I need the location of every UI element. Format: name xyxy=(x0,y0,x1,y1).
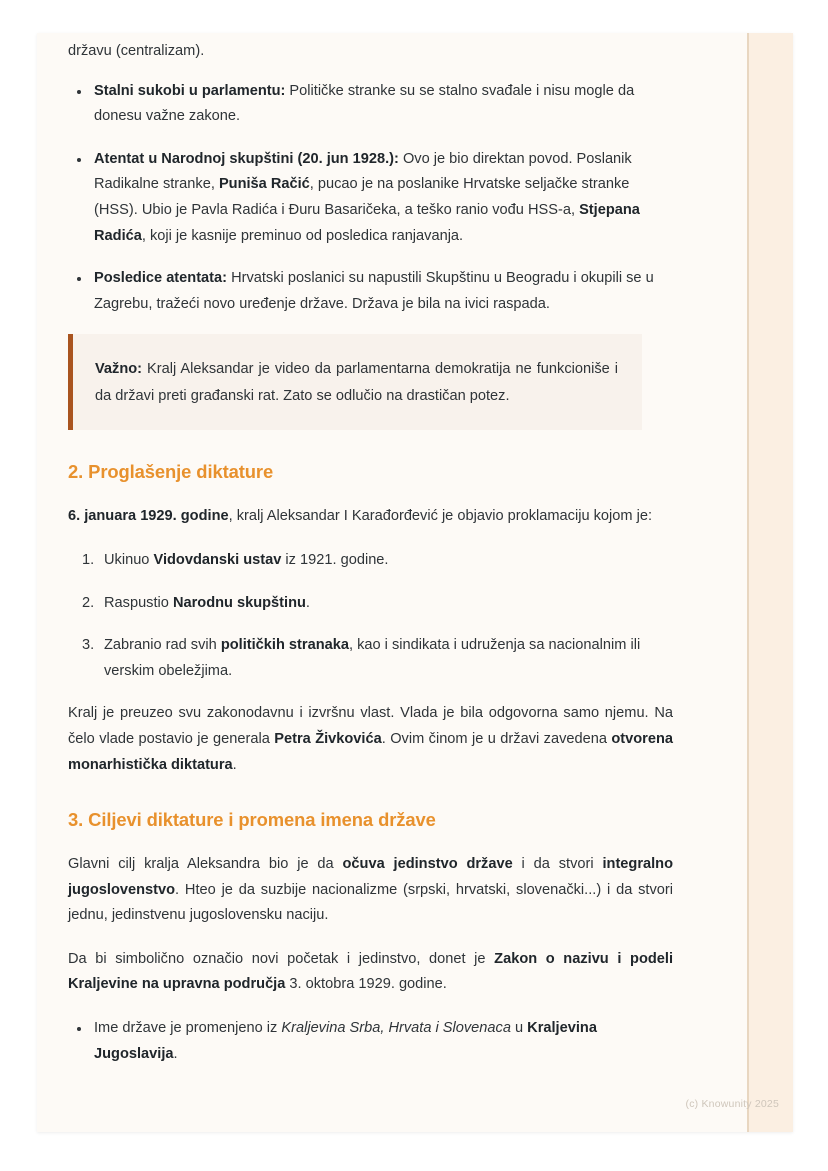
old-state-name: Kraljevina Srba, Hrvata i Slovenaca xyxy=(281,1020,511,1037)
copyright-watermark: (c) Knowunity 2025 xyxy=(685,1098,779,1110)
section2-intro-text: , kralj Aleksandar I Karađorđević je objavio proklamaciju kojom je: xyxy=(228,508,653,525)
continuation-line xyxy=(68,39,673,65)
continuation-text: državu (centralizam). xyxy=(68,43,205,59)
new-state-name: Kraljevina Jugoslavija xyxy=(94,1020,597,1062)
bullet-body-text: Ime države je promenjeno iz xyxy=(94,1020,282,1037)
item-emphasis: političkih stranaka xyxy=(220,637,349,654)
bullet-body-text: . xyxy=(173,1045,178,1062)
item-emphasis: Narodnu skupštinu xyxy=(172,594,306,611)
bullet-lead-label: Stalni sukobi u parlamentu: xyxy=(94,82,286,99)
bullet-body-text: , koji je kasnije preminuo od posledica ranjavanja. xyxy=(141,227,464,244)
list-item xyxy=(68,1016,673,1067)
list-item xyxy=(68,266,673,317)
list-item xyxy=(68,591,673,617)
callout-body-text: Kralj Aleksandar je video da parlamentarna demokratija ne funkcioniše i da državi preti građanski rat. Zato se odlučio na drastičan potez. xyxy=(95,361,618,405)
dictatorship-emphasis: otvorena monarhistička diktatura xyxy=(68,730,673,773)
section3-paragraph-2 xyxy=(68,947,673,998)
causes-bullet-list xyxy=(68,79,673,318)
bullet-body-text: Ovo je bio direktan povod. Poslanik Radikalne stranke, xyxy=(94,150,632,193)
person-name-racic: Puniša Račić xyxy=(218,176,310,193)
closing-text: Kralj je preuzeo svu zakonodavnu i izvršnu vlast. Vlada je bila odgovorna samo njemu. Na čelo vlade postavio je generala xyxy=(68,705,673,747)
paragraph-text: 3. oktobra 1929. godine. xyxy=(285,976,447,993)
item-text: Raspustio xyxy=(104,594,173,611)
item-text: Zabranio rad svih xyxy=(104,637,221,654)
proclamation-numbered-list xyxy=(68,548,673,684)
page-side-strip xyxy=(747,33,793,1132)
callout-paragraph xyxy=(95,356,618,410)
bullet-body-text: u xyxy=(510,1020,528,1037)
paragraph-text: i da stvori xyxy=(512,856,603,873)
item-emphasis: Vidovdanski ustav xyxy=(153,551,282,568)
callout-lead-label: Važno: xyxy=(95,361,143,378)
document-content xyxy=(68,33,673,1084)
bullet-body-text: Hrvatski poslanici su napustili Skupštinu u Beogradu i okupili se u Zagrebu, tražeći novo uređenje države. Država je bila na ivici raspada. xyxy=(94,270,654,312)
list-item xyxy=(68,147,673,249)
bullet-lead-label: Atentat u Narodnoj skupštini (20. jun 1928.): xyxy=(94,150,399,167)
section2-intro-paragraph xyxy=(68,504,673,530)
paragraph-text: Glavni cilj kralja Aleksandra bio je da xyxy=(68,856,343,873)
closing-text: . Ovim činom je u državi zavedena xyxy=(381,730,612,747)
list-item xyxy=(68,633,673,684)
person-name-radic: Stjepana Radića xyxy=(94,201,640,244)
person-name-zivkovic: Petra Živkovića xyxy=(274,730,382,747)
list-item xyxy=(68,548,673,574)
paragraph-text: . Hteo je da suzbije nacionalizme (srpski, hrvatski, slovenački...) i da stvori jednu, jedinstvenu jugoslovensku naciju. xyxy=(68,881,673,924)
name-change-bullet-list xyxy=(68,1016,673,1067)
section-heading-2: 2. Proglašenje diktature xyxy=(68,461,274,483)
item-text: iz 1921. godine. xyxy=(281,551,389,568)
section-heading-3: 3. Ciljevi diktature i promena imena države xyxy=(68,809,436,831)
date-emphasis: 6. januara 1929. godine xyxy=(68,508,229,525)
important-callout-box xyxy=(68,334,642,430)
item-text: . xyxy=(305,594,310,611)
document-card xyxy=(37,33,793,1132)
item-text: , kao i sindikata i udruženja sa nacionalnim ili verskim obeležjima. xyxy=(104,637,641,679)
bullet-body-text: Političke stranke su se stalno svađale i nisu mogle da donesu važne zakone. xyxy=(94,82,635,125)
paragraph-text: Da bi simbolično označio novi početak i jedinstvo, donet je xyxy=(68,950,495,967)
closing-text: . xyxy=(232,756,237,773)
law-name-emphasis: Zakon o nazivu i podeli Kraljevine na upravna područja xyxy=(68,950,673,993)
section3-paragraph-1 xyxy=(68,852,673,929)
bullet-lead-label: Posledice atentata: xyxy=(94,270,228,287)
bullet-body-text: , pucao je na poslanike Hrvatske seljačke stranke (HSS). Ubio je Pavla Radića i Đuru Basaričeka, a teško ranio vođu HSS-a, xyxy=(94,176,630,218)
goal-emphasis-unity: očuva jedinstvo države xyxy=(342,856,513,873)
section2-closing-paragraph xyxy=(68,701,673,778)
list-item xyxy=(68,79,673,130)
item-text: Ukinuo xyxy=(104,551,154,568)
goal-emphasis-yugoslavism: integralno jugoslovenstvo xyxy=(68,856,674,898)
